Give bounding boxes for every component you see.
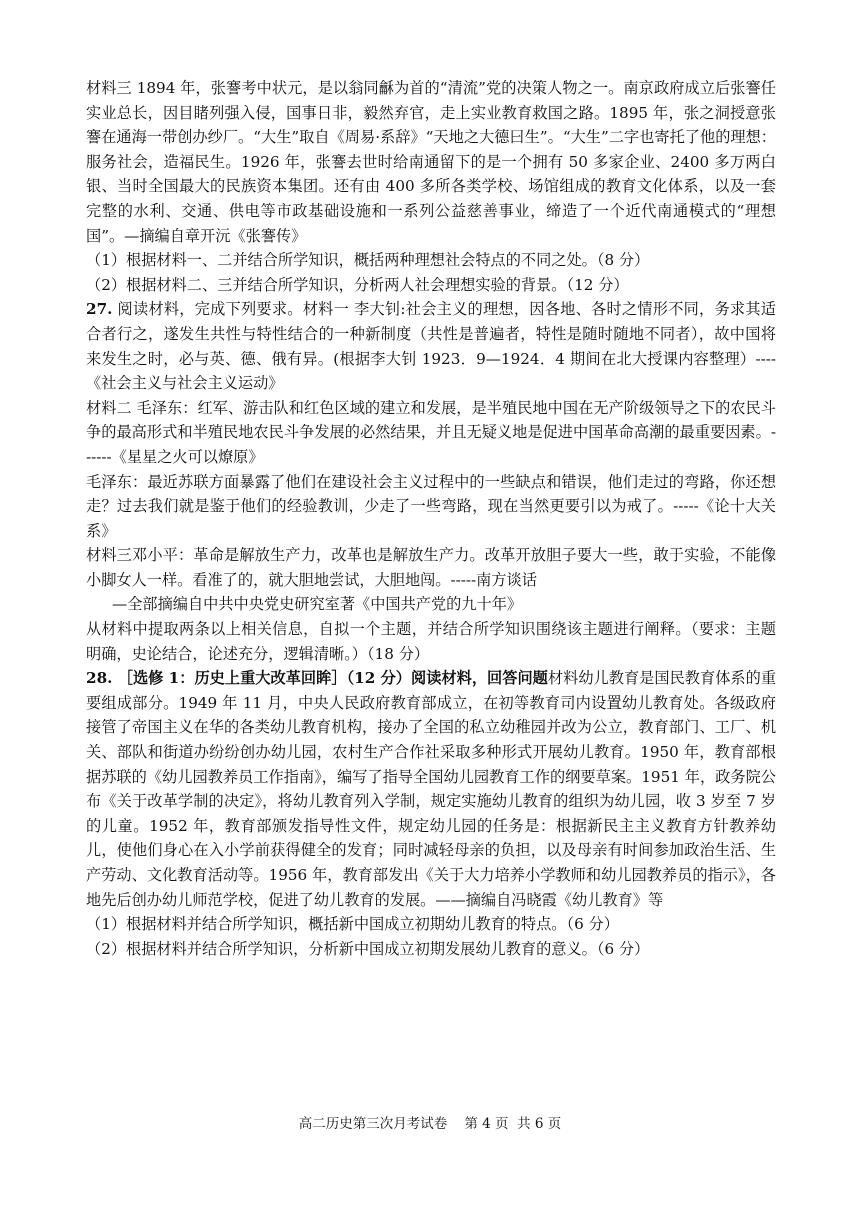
- question-28-part-2: （2）根据材料并结合所学知识，分析新中国成立初期发展幼儿教育的意义。（6 分）: [86, 939, 650, 958]
- question-26-part-1: （1）根据材料一、二并结合所学知识，概括两种理想社会特点的不同之处。（8 分）: [86, 251, 650, 270]
- question-27-intro: [86, 297, 776, 395]
- page-footer: 高二历史第三次月考试卷 第 4 页 共 6 页: [298, 1116, 562, 1132]
- page-content: [86, 76, 776, 961]
- question-27-number: 27.: [86, 300, 113, 319]
- question-28-material: [86, 666, 776, 912]
- question-27-mao-quote: 毛泽东：最近苏联方面暴露了他们在建设社会主义过程中的一些缺点和错误，他们走过的弯路，你还想走？过去我们就是鉴于他们的经验教训，少走了一些弯路，现在当然更要引以为戒了。-----《论十大关系》: [86, 472, 776, 540]
- material-3-paragraph: 材料三 1894 年，张謇考中状元，是以翁同龢为首的“清流”党的决策人物之一。南京政府成立后张謇任实业总长，因目睹列强入侵，国事日非，毅然弃官，走上实业教育救国之路。1895 年，张之洞授意张謇在通海一带创办纱厂。“大生”取自《周易·系辞》“天地之大德曰生”。“大生”二字也寄托了他的理想：服务社会，造福民生。1926 年，张謇去世时给南通留下的是一个拥有 50 多家企业、2400 多万两白银、当时全国最大的民族资本集团。还有由 400 多所各类学校、场馆组成的教育文化体系，以及一套完整的水利、交通、供电等市政基础设施和一系列公益慈善事业，缔造了一个近代南通模式的“理想国”。—摘编自章开沅《张謇传》: [86, 79, 776, 245]
- question-27-task: 从材料中提取两条以上相关信息，自拟一个主题，并结合所学知识围绕该主题进行阐释。（要求：主题明确，史论结合，论述充分，逻辑清晰。）（18 分）: [86, 620, 776, 663]
- question-27-source: —全部摘编自中共中央党史研究室著《中国共产党的九十年》: [112, 595, 523, 614]
- question-28-part-1: （1）根据材料并结合所学知识，概括新中国成立初期幼儿教育的特点。（6 分）: [86, 915, 619, 934]
- question-28-heading: 28. ［选修 1：历史上重大改革回眸］（12 分）阅读材料，回答问题: [86, 669, 548, 688]
- question-27-material-1: 阅读材料，完成下列要求。材料一 李大钊:社会主义的理想，因各地、各时之情形不同，务求其适合者行之，遂发生共性与特性结合的一种新制度（共性是普遍者，特性是随时随地不同者），故中国将来发生之时，必与英、德、俄有异。(根据李大钊 1923．9—1924．4 期间在北大授课内容整理）----《社会主义与社会主义运动》: [86, 300, 776, 393]
- question-28-text: 材料幼儿教育是国民教育体系的重要组成部分。1949 年 11 月，中央人民政府教育部成立，在初等教育司内设置幼儿教育处。各级政府接管了帝国主义在华的各类幼儿教育机构，接办了全国的私立幼稚园并改为公立，教育部门、工厂、机关、部队和街道办纷纷创办幼儿园，农村生产合作社采取多种形式开展幼儿教育。1950 年，教育部根据苏联的《幼儿园教养员工作指南》，编写了指导全国幼儿园教育工作的纲要草案。1951 年，政务院公布《关于改革学制的决定》，将幼儿教育列入学制，规定实施幼儿教育的组织为幼儿园，收 3 岁至 7 岁的儿童。1952 年，教育部颁发指导性文件，规定幼儿园的任务是：根据新民主主义教育方针教养幼儿，使他们身心在入小学前获得健全的发育；同时减轻母亲的负担，以及母亲有时间参加政治生活、生产劳动、文化教育活动等。1956 年，教育部发出《关于大力培养小学教师和幼儿园教养员的指示》，各地先后创办幼儿师范学校，促进了幼儿教育的发展。——摘编自冯晓霞《幼儿教育》等: [86, 669, 777, 909]
- question-27-material-3: 材料三邓小平：革命是解放生产力，改革也是解放生产力。改革开放胆子要大一些，敢于实验，不能像小脚女人一样。看准了的，就大胆地尝试，大胆地闯。-----南方谈话: [86, 546, 776, 589]
- question-26-part-2: （2）根据材料二、三并结合所学知识，分析两人社会理想实验的背景。（12 分）: [86, 275, 629, 294]
- question-27-material-2: 材料二 毛泽东：红军、游击队和红色区域的建立和发展，是半殖民地中国在无产阶级领导之下的农民斗争的最高形式和半殖民地农民斗争发展的必然结果，并且无疑义地是促进中国革命高潮的最重要因素。------《星星之火可以燎原》: [86, 398, 776, 466]
